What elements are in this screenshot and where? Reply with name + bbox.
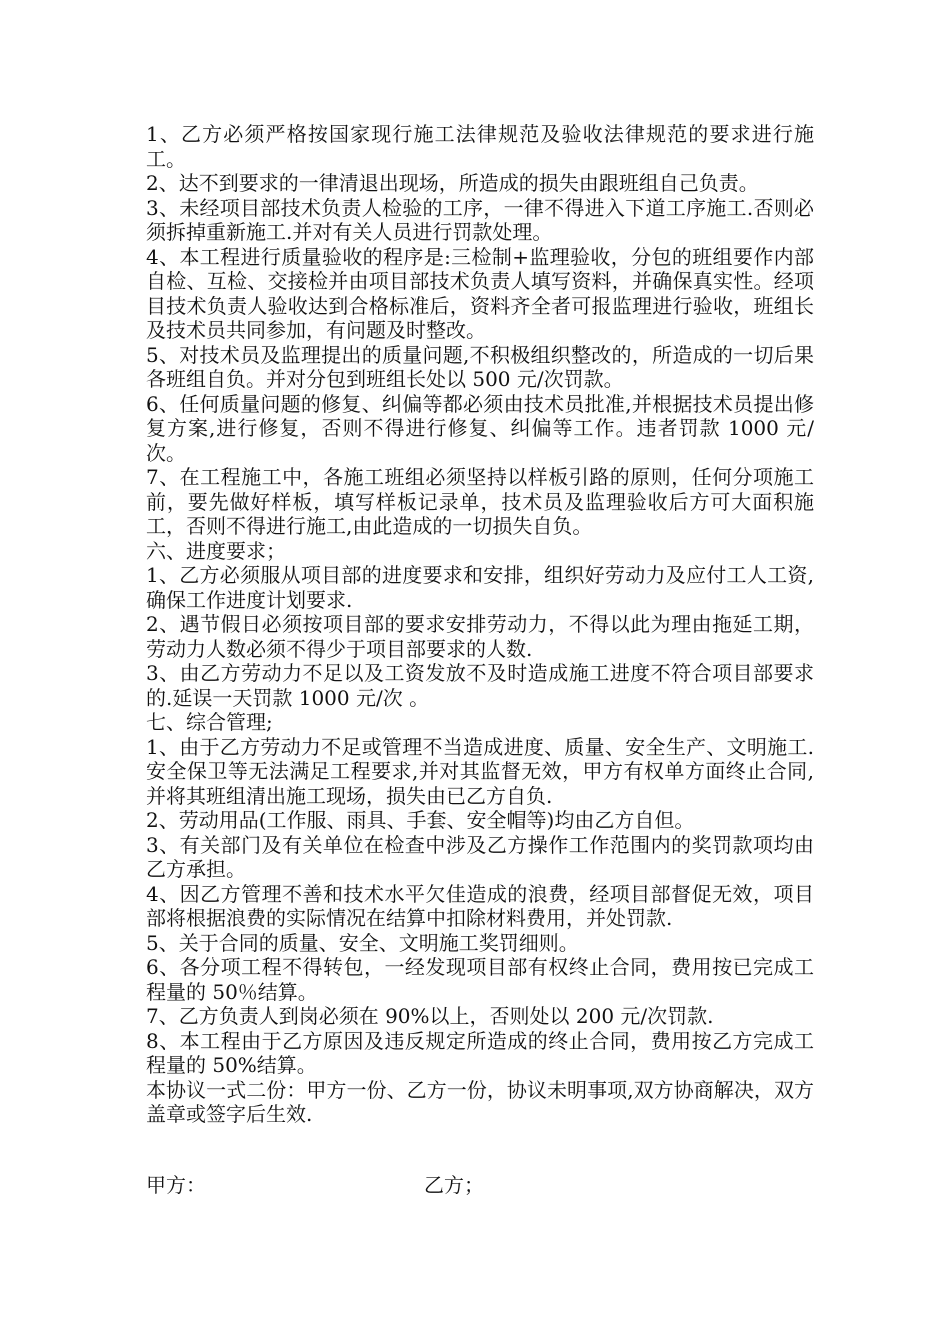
clause-quality-5: 5、对技术员及监理提出的质量问题,不积极组织整改的，所造成的一切后果各班组自负。并对分包到班组长处以 500 元/次罚款。	[146, 342, 814, 391]
clause-management-3: 3、有关部门及有关单位在检查中涉及乙方操作工作范围内的奖罚款项均由乙方承担。	[146, 832, 814, 881]
clause-quality-6: 6、任何质量问题的修复、纠偏等都必须由技术员批准,并根据技术员提出修复方案,进行修复，否则不得进行修复、纠偏等工作。违者罚款 1000 元/次。	[146, 391, 814, 465]
signature-row	[146, 1173, 814, 1198]
clause-quality-1: 1、乙方必须严格按国家现行施工法律规范及验收法律规范的要求进行施工。	[146, 122, 814, 171]
clause-management-6: 6、各分项工程不得转包，一经发现项目部有权终止合同，费用按已完成工程量的 50％结算。	[146, 955, 814, 1004]
clause-management-4: 4、因乙方管理不善和技术水平欠佳造成的浪费，经项目部督促无效，项目部将根据浪费的实际情况在结算中扣除材料费用，并处罚款.	[146, 881, 814, 930]
clause-quality-7: 7、在工程施工中，各施工班组必须坚持以样板引路的原则，任何分项施工前，要先做好样板，填写样板记录单，技术员及监理验收后方可大面积施工，否则不得进行施工,由此造成的一切损失自负。	[146, 465, 814, 538]
clause-management-2: 2、劳动用品(工作服、雨具、手套、安全帽等)均由乙方自但。	[146, 808, 695, 832]
clause-schedule-1: 1、乙方必须服从项目部的进度要求和安排，组织好劳动力及应付工人工资,确保工作进度计划要求.	[146, 563, 814, 612]
section-heading-schedule: 六、进度要求；	[146, 538, 286, 563]
clause-management-7: 7、乙方负责人到岗必须在 90%以上，否则处以 200 元/次罚款.	[146, 1004, 714, 1028]
document-page	[146, 122, 814, 1198]
clause-management-8: 8、本工程由于乙方原因及违反规定所造成的终止合同，费用按乙方完成工程量的 50%结算。	[146, 1028, 814, 1077]
section-heading-management: 七、综合管理;	[146, 710, 273, 734]
clause-schedule-2: 2、遇节假日必须按项目部的要求安排劳动力，不得以此为理由拖延工期，劳动力人数必须不得少于项目部要求的人数.	[146, 612, 814, 661]
clause-management-1: 1、由于乙方劳动力不足或管理不当造成进度、质量、安全生产、文明施工.安全保卫等无法满足工程要求,并对其监督无效，甲方有权单方面终止合同,并将其班组清出施工现场，损失由已乙方自负.	[146, 734, 814, 808]
closing-statement: 本协议一式二份：甲方一份、乙方一份，协议未明事项,双方协商解决，双方盖章或签字后生效.	[146, 1077, 814, 1126]
clause-schedule-3: 3、由乙方劳动力不足以及工资发放不及时造成施工进度不符合项目部要求的.延误一天罚款 1000 元/次 。	[146, 661, 814, 710]
clause-quality-3: 3、未经项目部技术负责人检验的工序，一律不得进入下道工序施工.否则必须拆掉重新施工.并对有关人员进行罚款处理。	[146, 195, 814, 244]
clause-quality-4: 4、本工程进行质量验收的程序是:三检制+监理验收，分包的班组要作内部自检、互检、交接检并由项目部技术负责人填写资料，并确保真实性。经项目技术负责人验收达到合格标准后，资料齐全者可报监理进行验收，班组长及技术员共同参加，有问题及时整改。	[146, 244, 814, 342]
party-a-signature-label: 甲方：	[146, 1173, 206, 1197]
clause-management-5: 5、关于合同的质量、安全、文明施工奖罚细则。	[146, 930, 579, 955]
party-b-signature-label: 乙方；	[424, 1173, 484, 1197]
spacer	[146, 1127, 814, 1152]
clause-quality-2: 2、达不到要求的一律清退出现场，所造成的损失由跟班组自己负责。	[146, 171, 759, 195]
